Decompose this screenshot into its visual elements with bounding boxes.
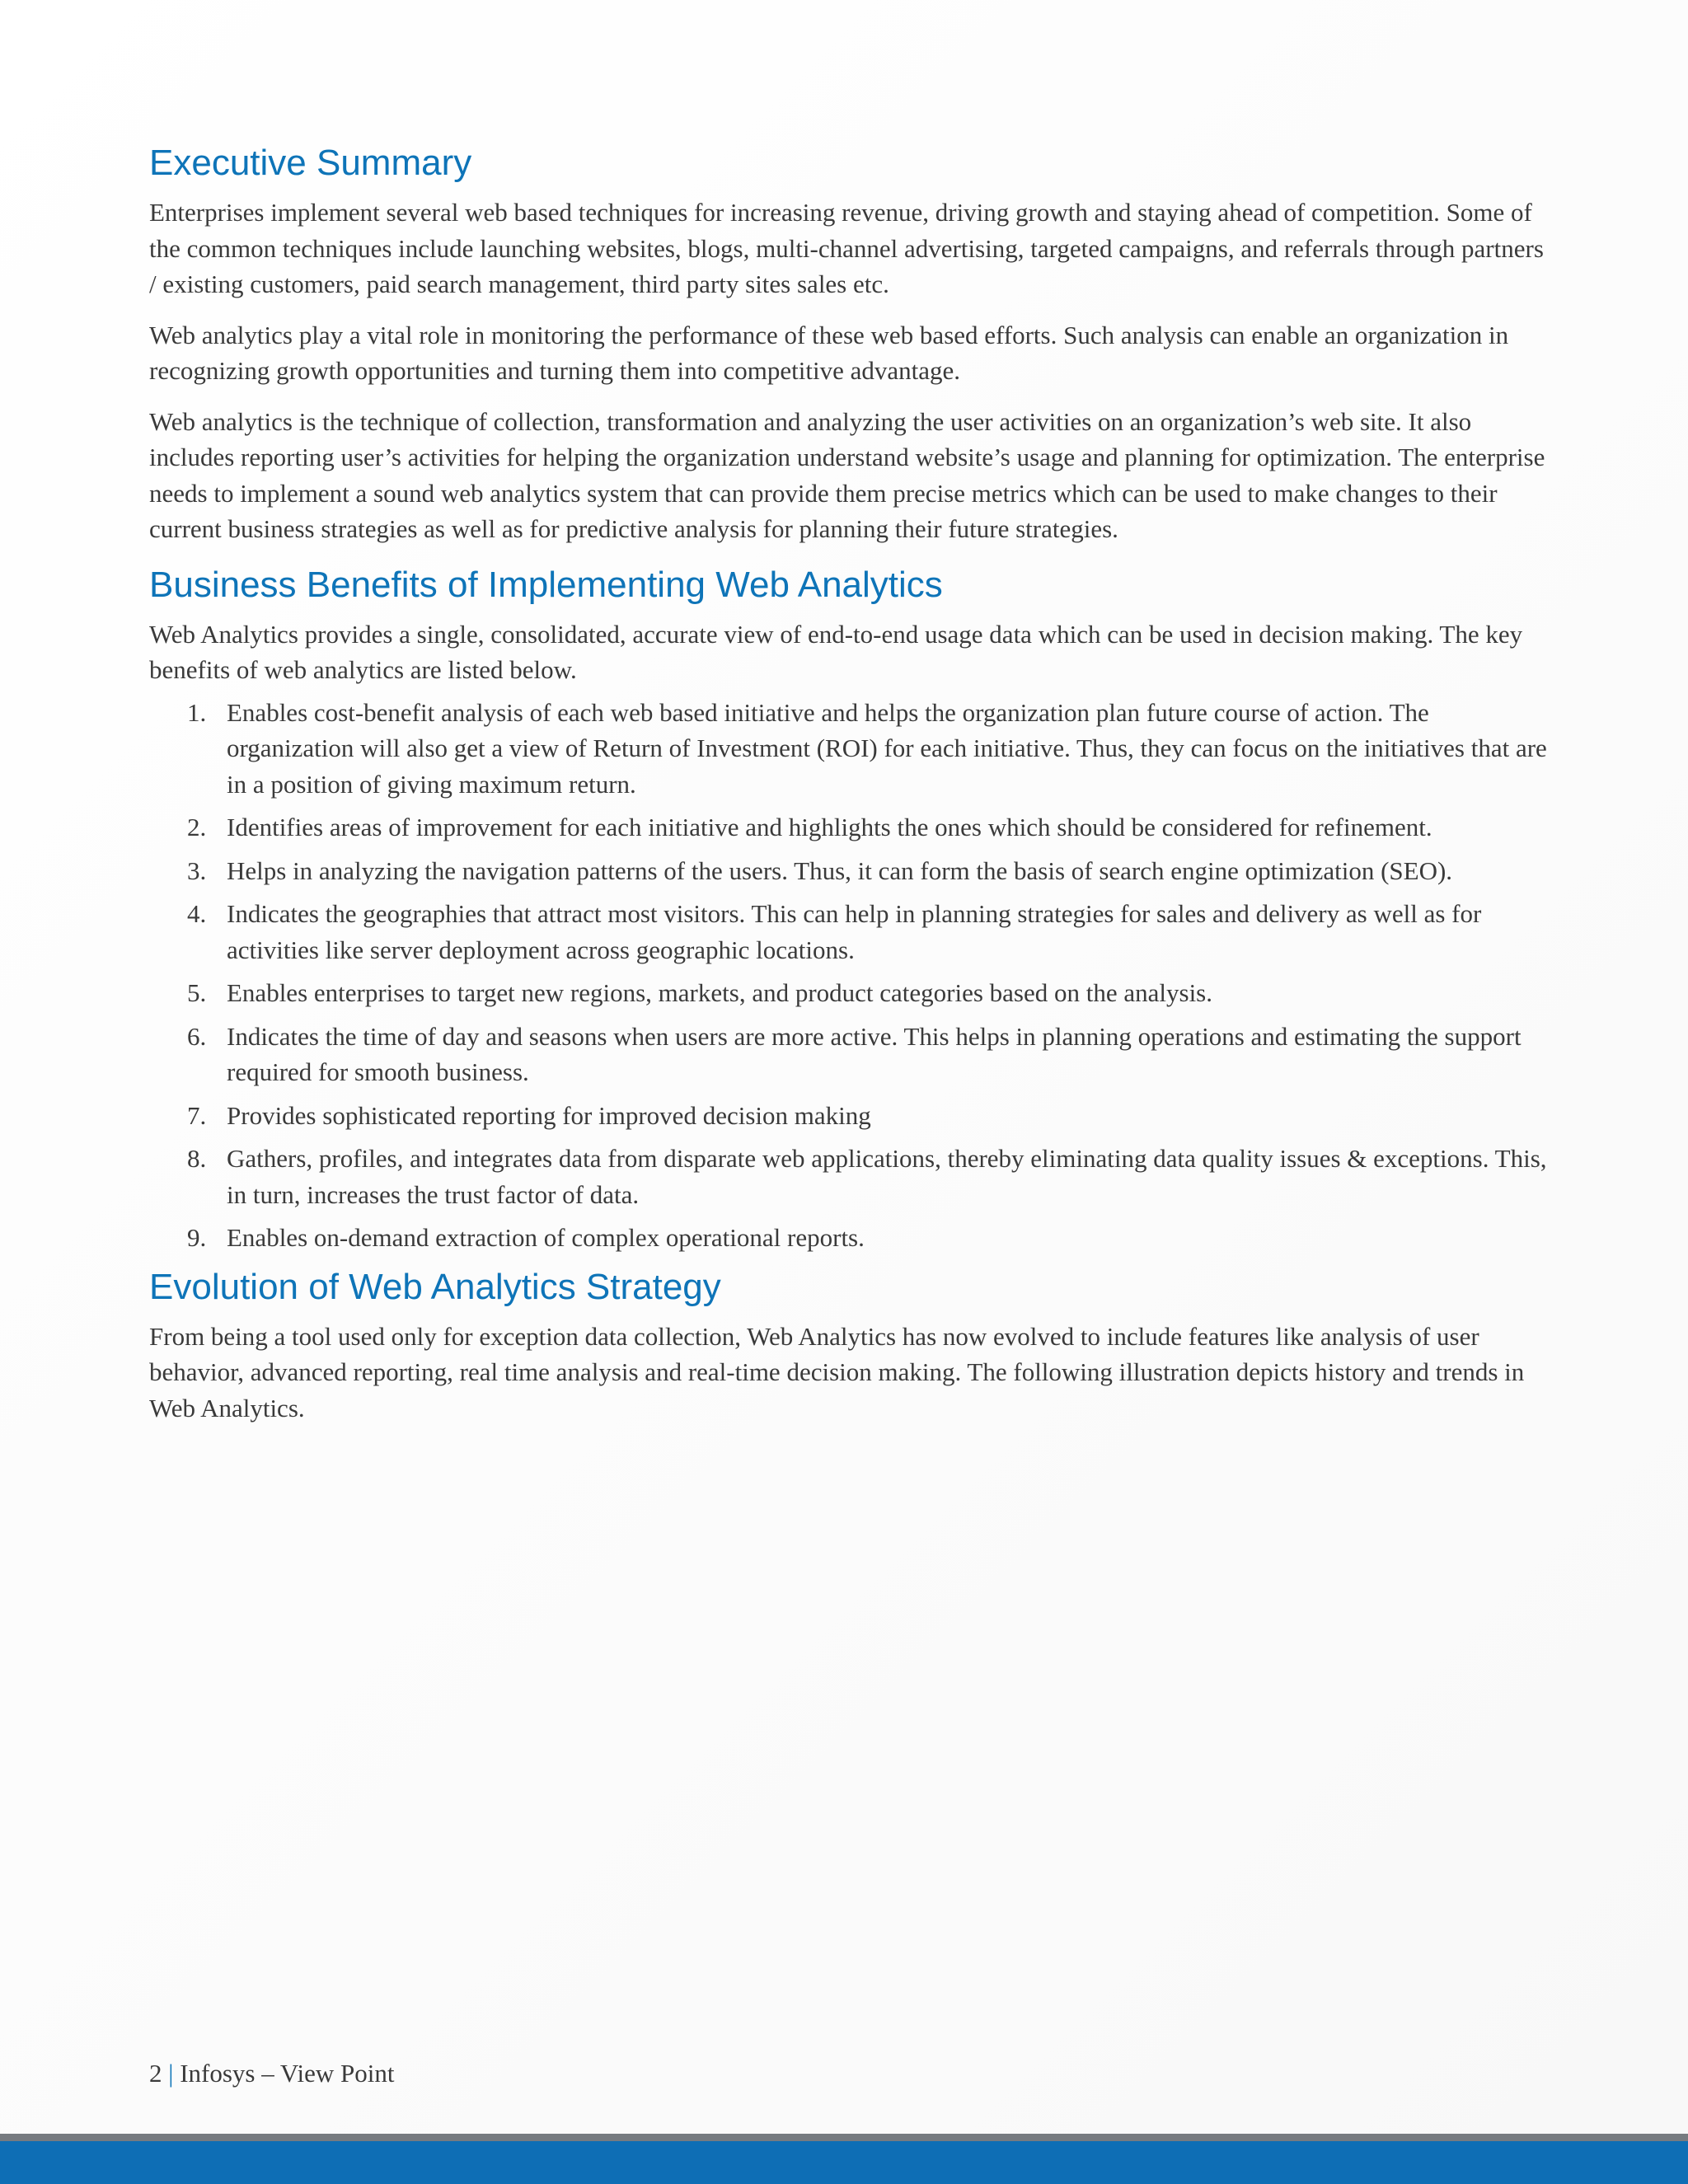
list-item: [149, 853, 1550, 889]
list-text: Indicates the geographies that attract most visitors. This can help in planning strategies for sales and delivery as well as for activities like server deployment across geographic locations.: [227, 899, 1482, 964]
page-footer: [149, 2057, 394, 2090]
benefits-list: [149, 695, 1550, 1256]
list-text: Provides sophisticated reporting for improved decision making: [227, 1100, 871, 1130]
paragraph: From being a tool used only for exception data collection, Web Analytics has now evolved to include features like analysis of user behavior, advanced reporting, real time analysis and real-time decision making. The following illustration depicts history and trends in Web Analytics.: [149, 1321, 1525, 1422]
list-item: [149, 1019, 1550, 1090]
list-number: 5.: [187, 978, 207, 1007]
paragraph: Enterprises implement several web based techniques for increasing revenue, driving growth and staying ahead of competition. Some of the common techniques include launching websites, blogs, multi-channel advertising, targeted campaigns, and referrals through partners / existing customers, paid search management, third party sites sales etc.: [149, 198, 1544, 298]
list-item: [149, 695, 1550, 803]
section-heading: Evolution of Web Analytics Strategy: [149, 1266, 721, 1307]
list-text: Gathers, profiles, and integrates data from disparate web applications, thereby eliminating data quality issues & exceptions. This, in turn, increases the trust factor of data.: [227, 1144, 1547, 1209]
document-body: [149, 140, 1550, 1441]
paragraph: Web analytics is the technique of collection, transformation and analyzing the user activities on an organization’s web site. It also includes reporting user’s activities for helping the organization understand website’s usage and planning for optimization. The enterprise needs to implement a sound web analytics system that can provide them precise metrics which can be used to make changes to their current business strategies as well as for predictive analysis for planning their future strategies.: [149, 406, 1545, 543]
list-item: [149, 975, 1550, 1011]
list-text: Enables on-demand extraction of complex operational reports.: [227, 1223, 865, 1252]
section-heading: Executive Summary: [149, 143, 472, 183]
list-number: 9.: [187, 1223, 207, 1252]
footer-label: Infosys – View Point: [180, 2059, 395, 2088]
list-number: 3.: [187, 855, 207, 885]
list-item: [149, 1141, 1550, 1212]
bottom-bar-gray: [0, 2134, 1688, 2141]
list-number: 6.: [187, 1021, 207, 1051]
list-text: Identifies areas of improvement for each initiative and highlights the ones which should be considered for refinement.: [227, 813, 1432, 841]
list-text: Indicates the time of day and seasons when users are more active. This helps in planning operations and estimating the support required for smooth business.: [227, 1021, 1522, 1086]
section-executive-summary: [149, 140, 1550, 547]
list-item: [149, 896, 1550, 968]
list-number: 4.: [187, 899, 207, 928]
list-item: [149, 1220, 1550, 1256]
list-item: [149, 1098, 1550, 1134]
section-heading: Business Benefits of Implementing Web Analytics: [149, 564, 943, 605]
list-text: Helps in analyzing the navigation patterns of the users. Thus, it can form the basis of search engine optimization (SEO).: [227, 855, 1453, 885]
list-text: Enables cost-benefit analysis of each web based initiative and helps the organization plan future course of action. The organization will also get a view of Return of Investment (ROI) for each initiative. Thus, they can focus on the initiatives that are in a position of giving maximum return.: [227, 697, 1547, 799]
list-number: 1.: [187, 697, 207, 727]
section-evolution: [149, 1264, 1550, 1427]
list-number: 2.: [187, 813, 207, 841]
section-business-benefits: [149, 562, 1550, 1256]
paragraph: Web Analytics provides a single, consolidated, accurate view of end-to-end usage data which can be used in decision making. The key benefits of web analytics are listed below.: [149, 619, 1523, 684]
list-number: 7.: [187, 1100, 207, 1130]
list-number: 8.: [187, 1144, 207, 1173]
paragraph: Web analytics play a vital role in monitoring the performance of these web based efforts. Such analysis can enable an organization in recognizing growth opportunities and turning them into competitive advantage.: [149, 320, 1509, 385]
list-item: [149, 809, 1550, 846]
footer-separator: |: [168, 2059, 174, 2088]
list-text: Enables enterprises to target new regions, markets, and product categories based on the analysis.: [227, 978, 1212, 1007]
page-number: 2: [149, 2059, 162, 2088]
bottom-bar-blue: [0, 2141, 1688, 2184]
